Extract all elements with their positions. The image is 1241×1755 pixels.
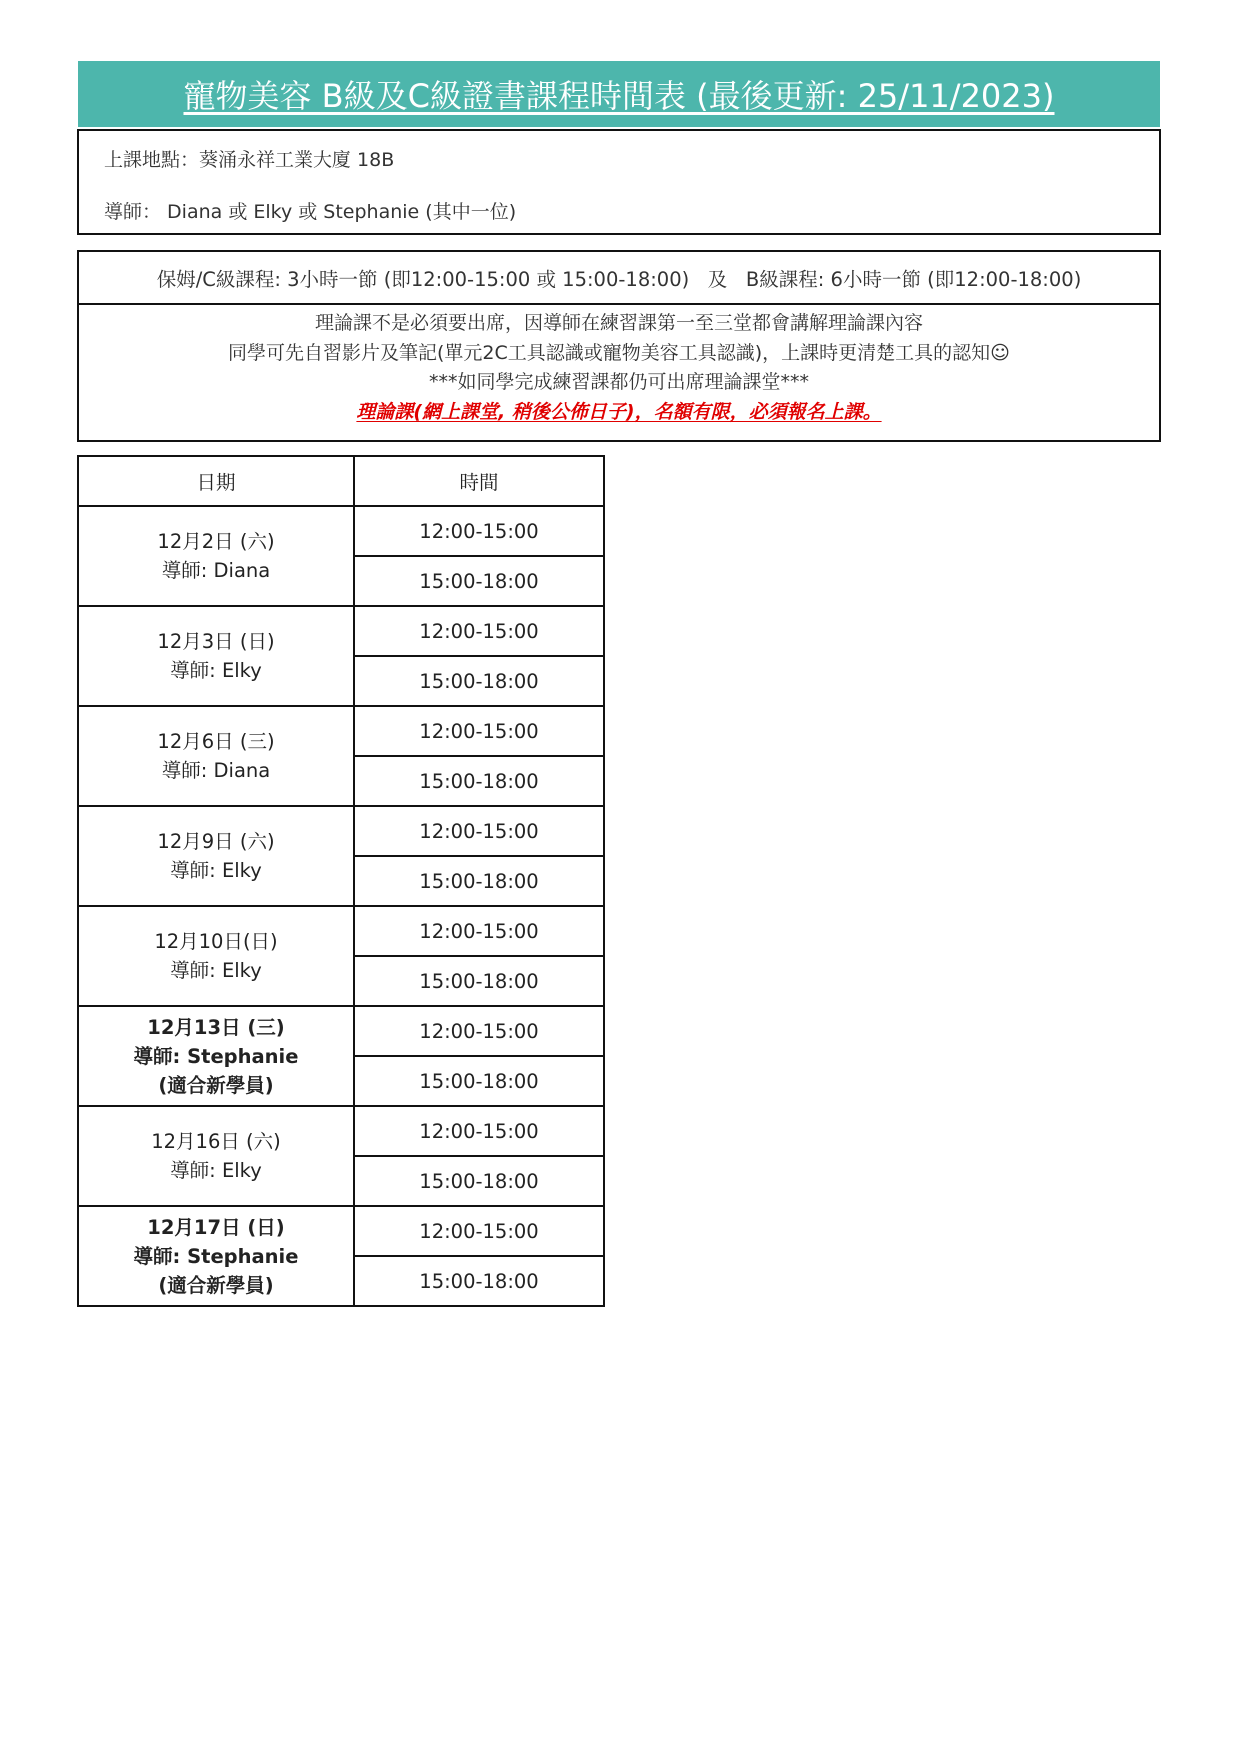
date-text: 12月10日(日) [154,930,278,953]
time-slot: 12:00-15:00 [354,1206,604,1256]
page-title: 寵物美容 B級及C級證書課程時間表 (最後更新: 25/11/2023) [78,61,1160,127]
course-summary: 保姆/C級課程: 3小時一節 (即12:00-15:00 或 15:00-18:00) 及 B級課程: 6小時一節 (即12:00-18:00) [79,252,1159,305]
date-text: 12月13日 (三) [147,1015,285,1039]
date-cell [78,906,354,1006]
date-cell [78,706,354,806]
date-cell [78,806,354,906]
date-text: 12月9日 (六) [157,830,275,853]
table-row [78,906,604,956]
instructor-text: 導師: Elky [170,659,262,682]
time-slot: 15:00-18:00 [354,756,604,806]
new-student-note: (適合新學員) [158,1273,274,1297]
date-text: 12月17日 (日) [147,1215,285,1239]
new-student-note: (適合新學員) [158,1073,274,1097]
time-slot: 15:00-18:00 [354,956,604,1006]
info-box [77,129,1161,235]
location-text: 上課地點：葵涌永祥工業大廈 18B [104,149,395,171]
time-slot: 12:00-15:00 [354,1106,604,1156]
note-line: 理論課不是必須要出席，因導師在練習課第一至三堂都會講解理論課內容 [314,312,923,334]
date-text: 12月3日 (日) [157,630,275,653]
instructor-text: 導師: Elky [170,959,262,982]
date-text: 12月16日 (六) [151,1130,281,1153]
time-slot: 15:00-18:00 [354,656,604,706]
date-cell [78,506,354,606]
instructors-text: 導師： Diana 或 Elky 或 Stephanie (其中一位) [104,201,517,223]
table-row [78,506,604,556]
time-slot: 12:00-15:00 [354,1006,604,1056]
table-header-row [78,456,604,506]
instructor-text: 導師: Elky [170,1159,262,1182]
instructor-text: 導師: Diana [161,759,271,782]
time-slot: 12:00-15:00 [354,806,604,856]
instructor-text: 導師: Stephanie [133,1044,299,1068]
table-row [78,706,604,756]
date-cell [78,1206,354,1306]
time-slot: 15:00-18:00 [354,1256,604,1306]
table-row [78,1206,604,1256]
instructor-text: 導師: Diana [161,559,271,582]
table-row [78,806,604,856]
instructor-text: 導師: Elky [170,859,262,882]
course-info-box [77,250,1161,442]
time-slot: 12:00-15:00 [354,706,604,756]
table-row [78,1006,604,1056]
time-slot: 15:00-18:00 [354,856,604,906]
date-text: 12月6日 (三) [157,730,275,753]
date-cell [78,1106,354,1206]
time-slot: 12:00-15:00 [354,506,604,556]
date-text: 12月2日 (六) [157,530,275,553]
schedule-table [77,455,605,1307]
date-cell [78,1006,354,1106]
time-slot: 15:00-18:00 [354,1056,604,1106]
time-slot: 12:00-15:00 [354,906,604,956]
note-line: ***如同學完成練習課都仍可出席理論課堂*** [428,371,809,393]
table-row [78,1106,604,1156]
time-slot: 15:00-18:00 [354,1156,604,1206]
theory-class-notice: 理論課(網上課堂, 稍後公佈日子)，名額有限，必須報名上課。 [356,400,882,423]
course-notes [79,305,1159,427]
date-cell [78,606,354,706]
time-slot: 15:00-18:00 [354,556,604,606]
time-slot: 12:00-15:00 [354,606,604,656]
header-date: 日期 [78,456,354,506]
note-line: 同學可先自習影片及筆記(單元2C工具認識或寵物美容工具認識)，上課時更清楚工具的認知☺ [228,341,1010,364]
header-time: 時間 [354,456,604,506]
instructor-text: 導師: Stephanie [133,1244,299,1268]
table-row [78,606,604,656]
